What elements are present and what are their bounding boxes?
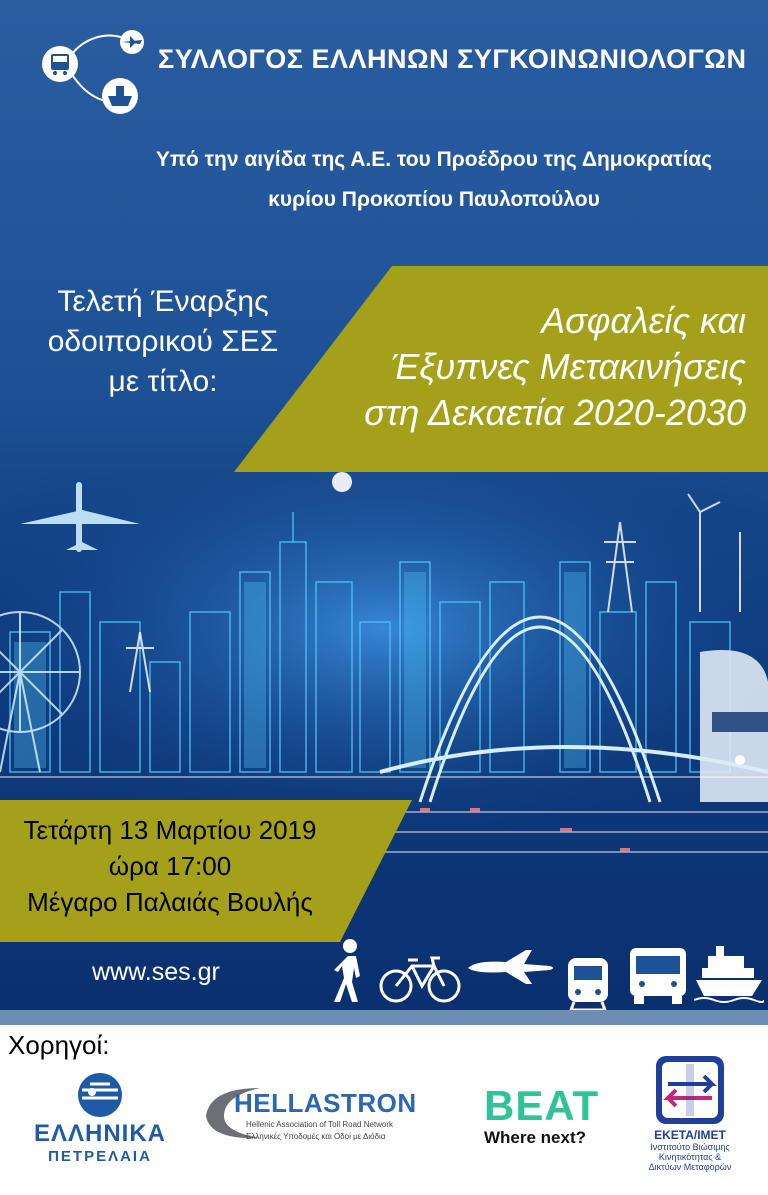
hellenic-petroleum-name-1: ΕΛΛΗΝΙΚΑ <box>33 1120 167 1147</box>
eketa-name: ΕΚΕΤΑ/ΙΜΕΤ <box>654 1128 726 1142</box>
beat-name: BEAT <box>484 1082 600 1129</box>
ceremony-line-1: Τελετή Έναρξης <box>57 285 269 318</box>
eketa-line-1: Ινστιτούτο Βιώσιμης <box>650 1142 730 1152</box>
eketa-line-2: Κινητικότητας & <box>658 1152 722 1162</box>
city-train-icon <box>700 650 768 802</box>
eketa-logo <box>640 1054 740 1184</box>
event-venue: Μέγαρο Παλαιάς Βουλής <box>27 887 313 917</box>
event-details <box>0 812 340 920</box>
hellastron-name: HELLASTRON <box>234 1088 417 1118</box>
hellastron-logo <box>200 1082 440 1152</box>
patronage-line-1: Υπό την αιγίδα της Α.Ε. του Προέδρου της Δημοκρατίας <box>155 148 713 171</box>
hellenic-petroleum-emblem-icon <box>70 1070 130 1120</box>
eketa-line-3: Δικτύων Μεταφορών <box>648 1162 732 1172</box>
hellastron-tagline-1: Hellenic Association of Toll Road Network <box>246 1120 394 1129</box>
bicycle-icon <box>378 956 462 1004</box>
organization-title: ΣΥΛΛΟΓΟΣ ΕΛΛΗΝΩΝ ΣΥΓΚΟΙΝΩΝΙΟΛΟΓΩΝ <box>158 44 747 74</box>
ceremony-intro <box>28 282 298 402</box>
hellenic-petroleum-name-2: ΠΕΤΡΕΛΑΙΑ <box>48 1148 152 1165</box>
ship-icon <box>694 944 764 1004</box>
ceremony-line-3: με τίτλο: <box>108 365 218 398</box>
event-title <box>364 298 746 436</box>
airplane-icon <box>466 946 556 986</box>
eketa-emblem-icon <box>654 1054 726 1126</box>
hellenic-petroleum-logo <box>20 1070 180 1170</box>
pedestrian-icon <box>330 938 370 1004</box>
event-date: Τετάρτη 13 Μαρτίου 2019 <box>23 815 317 845</box>
sponsors-label: Χορηγοί: <box>8 1030 110 1060</box>
beat-tagline: Where next? <box>484 1128 587 1147</box>
bus-icon <box>626 946 690 1006</box>
website-link[interactable]: www.ses.gr <box>92 958 220 986</box>
event-title-line-3: στη Δεκαετία 2020-2030 <box>364 392 746 433</box>
divider-stripe <box>0 1010 768 1025</box>
beat-logo <box>484 1084 614 1154</box>
ceremony-line-2: οδοιπορικού ΣΕΣ <box>47 325 279 358</box>
organization-logo-icon <box>40 28 160 116</box>
hellastron-tagline-2: Ελληνικές Υποδομές και Οδοί με Διόδια <box>246 1132 386 1141</box>
event-time: ώρα 17:00 <box>108 851 232 881</box>
patronage-line-2: κυρίου Προκοπίου Παυλοπούλου <box>268 188 600 211</box>
event-title-line-2: Έξυπνες Μετακινήσεις <box>390 346 746 387</box>
event-title-line-1: Ασφαλείς και <box>541 300 746 341</box>
